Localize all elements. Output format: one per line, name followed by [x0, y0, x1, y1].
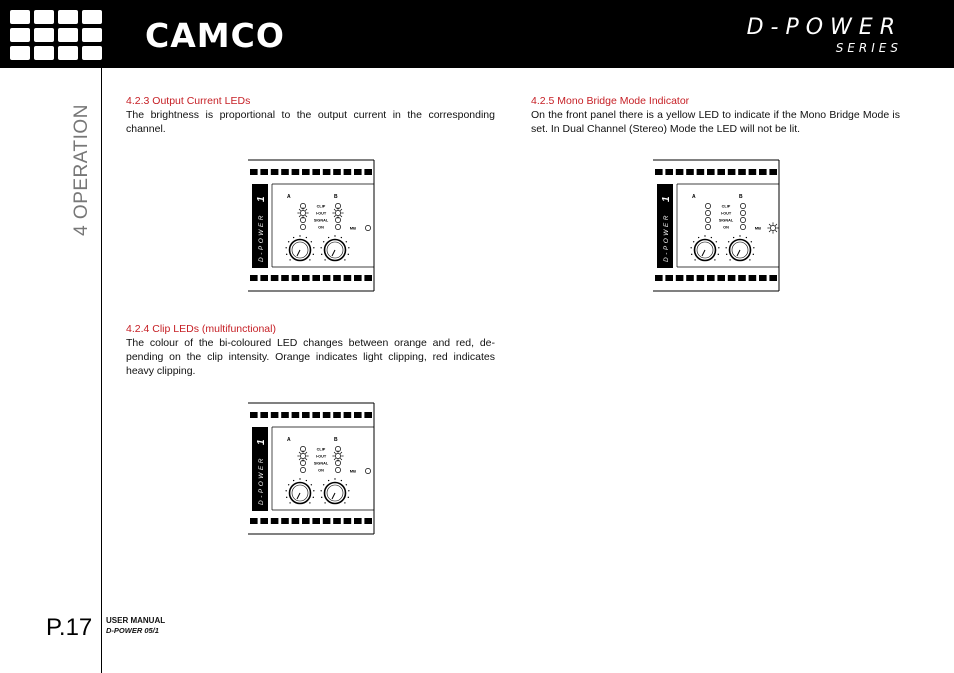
channel-a-label: A — [287, 437, 291, 443]
bridge-led-indicator — [365, 225, 370, 230]
section-mono-bridge — [531, 95, 900, 136]
page-number: P.17 — [46, 614, 93, 641]
led-label: I-OUT — [315, 211, 327, 216]
document-model: D-POWER 05/1 — [106, 626, 159, 635]
front-panel-figure-output-current — [247, 158, 375, 294]
led-label: SIGNAL — [313, 461, 329, 466]
led-b-indicator — [335, 467, 340, 472]
gain-knob-b — [320, 478, 349, 503]
section-heading: 4.2.5 Mono Bridge Mode Indicator — [531, 95, 690, 107]
front-panel-svg — [247, 158, 375, 294]
model-label: D-POWER — [663, 213, 670, 262]
bridge-label: MB — [349, 225, 356, 231]
led-label: SIGNAL — [313, 218, 329, 223]
channel-b-label: B — [334, 437, 338, 443]
bridge-label: MB — [754, 225, 761, 231]
led-label: I-OUT — [315, 454, 327, 459]
led-label: SIGNAL — [718, 218, 734, 223]
front-panel-figure-mono-bridge — [652, 158, 780, 294]
led-a-indicator — [705, 210, 710, 215]
led-a-indicator — [705, 217, 710, 222]
vent-row — [250, 412, 372, 418]
front-panel-svg — [652, 158, 780, 294]
front-panel-figure-clip-leds — [247, 401, 375, 537]
document-label: USER MANUAL — [106, 616, 166, 625]
model-number: 1 — [661, 196, 672, 202]
led-label: CLIP — [316, 204, 326, 209]
section-title: 4 OPERATION — [71, 104, 92, 236]
channel-a-label: A — [287, 194, 291, 200]
led-b-indicator — [740, 210, 745, 215]
model-label: D-POWER — [258, 456, 265, 505]
led-b-indicator — [740, 217, 745, 222]
led-a-indicator — [300, 467, 305, 472]
header-bar — [0, 0, 954, 68]
vent-row — [250, 169, 372, 175]
led-a-indicator — [705, 203, 710, 208]
front-panel-svg — [247, 401, 375, 537]
bridge-led-indicator — [770, 225, 775, 230]
section-heading: 4.2.3 Output Current LEDs — [126, 95, 251, 107]
led-label: ON — [318, 225, 324, 230]
model-number: 1 — [256, 439, 267, 445]
series-subtitle: SERIES — [835, 41, 902, 55]
section-heading: 4.2.4 Clip LEDs (multifunctional) — [126, 323, 276, 335]
series-title: D-POWER — [746, 15, 902, 40]
gain-knob-a — [285, 235, 314, 260]
vent-row — [655, 275, 777, 281]
led-label: CLIP — [721, 204, 731, 209]
led-a-indicator — [300, 224, 305, 229]
section-body: The colour of the bi-coloured LED changes between orange and red, de-pending on the clip intensity. Orange indicates light clipping, red indicates heavy clipping. — [126, 337, 495, 377]
section-clip-leds — [126, 323, 495, 378]
led-label: ON — [723, 225, 729, 230]
led-a-indicator — [705, 224, 710, 229]
section-body: On the front panel there is a yellow LED to indicate if the Mono Bridge Mode is set. In Dual Channel (Stereo) Mode the LED will not be lit. — [531, 109, 900, 135]
section-body: The brightness is proportional to the output current in the corresponding channel. — [126, 109, 495, 135]
vent-row — [250, 518, 372, 524]
led-a-indicator — [300, 453, 305, 458]
section-output-current — [126, 95, 495, 136]
bridge-label: MB — [349, 468, 356, 474]
led-label: ON — [318, 468, 324, 473]
gain-knob-a — [690, 235, 719, 260]
brand-name: CAMCO — [145, 16, 285, 55]
led-a-indicator — [300, 210, 305, 215]
gain-knob-b — [725, 235, 754, 260]
gain-knob-a — [285, 478, 314, 503]
led-b-indicator — [740, 203, 745, 208]
model-number: 1 — [256, 196, 267, 202]
gain-knob-b — [320, 235, 349, 260]
vent-row — [250, 275, 372, 281]
led-b-indicator — [335, 210, 340, 215]
channel-b-label: B — [739, 194, 743, 200]
camco-logo-grid-icon — [10, 10, 102, 60]
bridge-led-indicator — [365, 468, 370, 473]
channel-a-label: A — [692, 194, 696, 200]
left-rail-divider — [101, 68, 102, 673]
model-label: D-POWER — [258, 213, 265, 262]
vent-row — [655, 169, 777, 175]
led-b-indicator — [740, 224, 745, 229]
led-b-indicator — [335, 224, 340, 229]
channel-b-label: B — [334, 194, 338, 200]
led-label: CLIP — [316, 447, 326, 452]
led-label: I-OUT — [720, 211, 732, 216]
led-b-indicator — [335, 453, 340, 458]
section-title-vertical — [68, 100, 96, 240]
